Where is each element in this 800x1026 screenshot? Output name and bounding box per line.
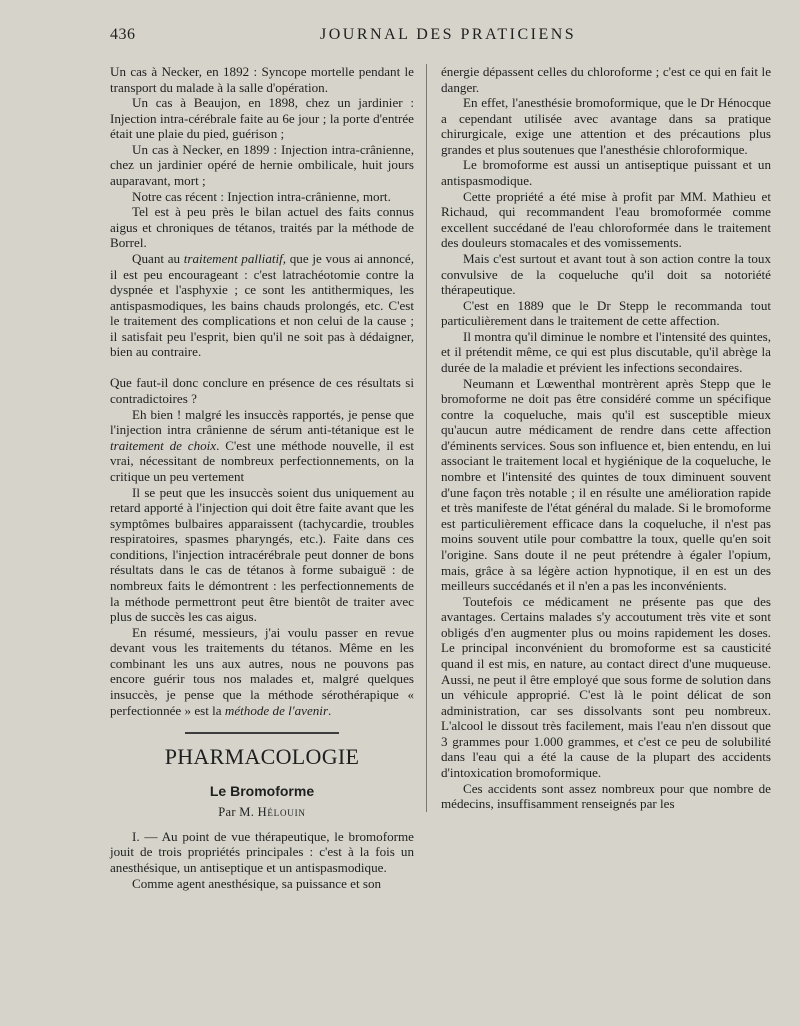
emphasis-text: méthode de l'avenir xyxy=(224,702,329,718)
case-paragraph: Un cas à Beaujon, en 1898, chez un jardinier : Injection intra-cérébrale faite au 6e jour ; la porte d'entrée était une plaie du pied, guérison ; xyxy=(110,95,414,142)
intro-paragraph: I. — Au point de vue thérapeutique, le bromoforme jouit de trois propriétés principales : c'est à la fois un anesthésique, un antiseptique et un antispasmodique. xyxy=(110,828,414,875)
summary-paragraph: Tel est à peu près le bilan actuel des faits connus aigus et chroniques de tétanos, traités par la méthode de Borrel. xyxy=(110,204,414,251)
emphasis-text: traitement de choix xyxy=(110,437,217,453)
left-column xyxy=(110,64,414,891)
running-title: JOURNAL DES PRATICIENS xyxy=(320,26,577,43)
body-paragraph: Il montra qu'il diminue le nombre et l'intensité des quintes, et il prétendit même, ce qui est plus discutable, qu'il abrège la durée de la maladie et prévient les infections secondaires. xyxy=(441,328,771,375)
page-number: 436 xyxy=(110,26,136,43)
question-paragraph: Que faut-il donc conclure en présence de ces résultats si contradictoires ? xyxy=(110,375,414,407)
text-run: Eh bien ! malgré les insuccès rapportés, je pense que l'injection intra crânienne de sérum anti-tétanique est le xyxy=(110,406,414,438)
article-title: Le Bromoforme xyxy=(209,783,315,800)
case-paragraph: Notre cas récent : Injection intra-crânienne, mort. xyxy=(132,188,391,204)
insucces-paragraph: Il se peut que les insuccès soient dus uniquement au retard apporté à l'injection qui doit être faite avant que les symptômes bulbaires apparaissent (tachycardie, troubles respiratoires, spasmes pharyngés, etc.). Faite dans ces conditions, l'injection intracérébrale peut donner de bons résultats dans le cas de tétanos à forme subaiguë : de nombreux faits le démontrent : les perfectionnements de la méthode permettront peut être bientôt de traiter avec plus de succès les cas aigus. xyxy=(110,484,414,625)
choix-paragraph xyxy=(110,407,414,485)
byline-prefix: Par M. xyxy=(218,805,258,820)
right-column xyxy=(426,64,771,812)
body-paragraph: Cette propriété a été mise à profit par MM. Mathieu et Richaud, qui recommandent l'eau bromoformée comme excellent succédané de l'eau chloroformée dans le traitement des douleurs stomacales et des vomissements. xyxy=(441,188,771,251)
page-header xyxy=(110,26,772,48)
text-run: , que je vous ai annoncé, il est peu encourageant : c'est latrachéotomie contre la dyspnée et l'asphyxie ; ce sont les antithermiques, les antispasmodiques, les bains chauds prolongés, etc. C'est le traitement des complications et non celui de la cause ; il satisfait peu l'esprit, bien qu'il ne soit pas à dédaigner, bien au contraire. xyxy=(110,250,415,360)
case-paragraph: Un cas à Necker, en 1892 : Syncope mortelle pendant le transport du malade à la salle d'opération. xyxy=(110,64,414,95)
text-run: Quant au xyxy=(132,250,184,266)
section-divider xyxy=(185,732,339,734)
body-paragraph: Neumann et Lœwenthal montrèrent après Stepp que le bromoforme ne doit pas être considéré comme un spécifique contre la coqueluche, mais qu'il est susceptible mieux qu'aucun autre médicament de rendre dans cette affection d'éminents services. Sous son influence et, bien entendu, en lui associant le traitement local et hygiénique de la coqueluche, le nombre et l'intensité des quintes de toux diminuent souvent d'une façon très notable ; il en résulte une amélioration rapide et très manifeste de l'état général du malade. Si le bromoforme est particulièrement efficace dans la coqueluche, il n'est pas moins souvent utile pour combattre la toux, quelle qu'en soit l'origine. Sans doute il ne peut prétendre à égaler l'opium, mais, grâce à sa légère action hypnotique, il en est un des meilleurs succédanés et il n'en a pas les inconvénients. xyxy=(441,375,771,594)
body-paragraph: énergie dépassent celles du chloroforme ; c'est ce qui en fait le danger. xyxy=(441,64,771,95)
case-paragraph: Un cas à Necker, en 1899 : Injection intra-crânienne, chez un jardinier opéré de hernie ombilicale, huit jours auparavant, mort ; xyxy=(110,141,414,189)
body-paragraph: Le bromoforme est aussi un antiseptique puissant et un antispasmodique. xyxy=(441,157,771,189)
byline-author: Hélouin xyxy=(257,805,306,820)
emphasis-text: traitement palliatif xyxy=(183,250,283,266)
body-paragraph: C'est en 1889 que le Dr Stepp le recommanda tout particulièrement dans le traitement de cette affection. xyxy=(441,297,771,329)
palliatif-paragraph xyxy=(110,251,414,360)
resume-paragraph xyxy=(110,625,414,718)
text-run: En résumé, messieurs, j'ai voulu passer en revue devant vous les traitements du tétanos. Même en les combinant les uns aux autres, nous ne pouvons pas encore guérir tous nos malades et, malgré quelques insuccès, je pense que la méthode sérothérapique « perfectionnée » est la xyxy=(110,624,414,718)
text-run: . xyxy=(328,702,332,718)
body-paragraph: Ces accidents sont assez nombreux pour que nombre de médecins, insuffisamment renseignés par les xyxy=(441,780,771,812)
body-paragraph: En effet, l'anesthésie bromoformique, que le Dr Hénocque a cependant utilisée avec avantage dans sa pratique chirurgicale, exige une attention et des précautions plus grandes et plus soutenues que l'anesthésie chloroformique. xyxy=(441,95,771,157)
text-run: . C'est une méthode nouvelle, il est vrai, nécessitant de nombreux perfectionnements, on la critique un peu vertement xyxy=(110,437,414,484)
body-paragraph: Toutefois ce médicament ne présente pas que des avantages. Certains malades s'y accoutument très vite et sont obligés d'en augmenter plus ou moins rapidement les doses. Le principal inconvénient du bromoforme est sa causticité quand il est mis, en nature, au contact direct d'une muqueuse. Aussi, ne peut il être employé que sous forme de solution dans un véhicule approprié. C'est là le point délicat de son administration, car ses dissolvants sont peu nombreux. L'alcool le dissout très facilement, mais l'eau n'en dissout que 3 grammes pour 1.000 grammes, et c'est ce peu de solubilité dans l'eau qui a été la cause de la plupart des accidents d'intoxication bromoformique. xyxy=(441,593,771,781)
body-paragraph: Mais c'est surtout et avant tout à son action contre la toux convulsive de la coqueluche qu'il doit sa notoriété thérapeutique. xyxy=(441,250,771,298)
section-title: PHARMACOLOGIE xyxy=(164,744,360,770)
byline xyxy=(110,805,414,821)
intro-paragraph: Comme agent anesthésique, sa puissance et son xyxy=(132,875,382,891)
